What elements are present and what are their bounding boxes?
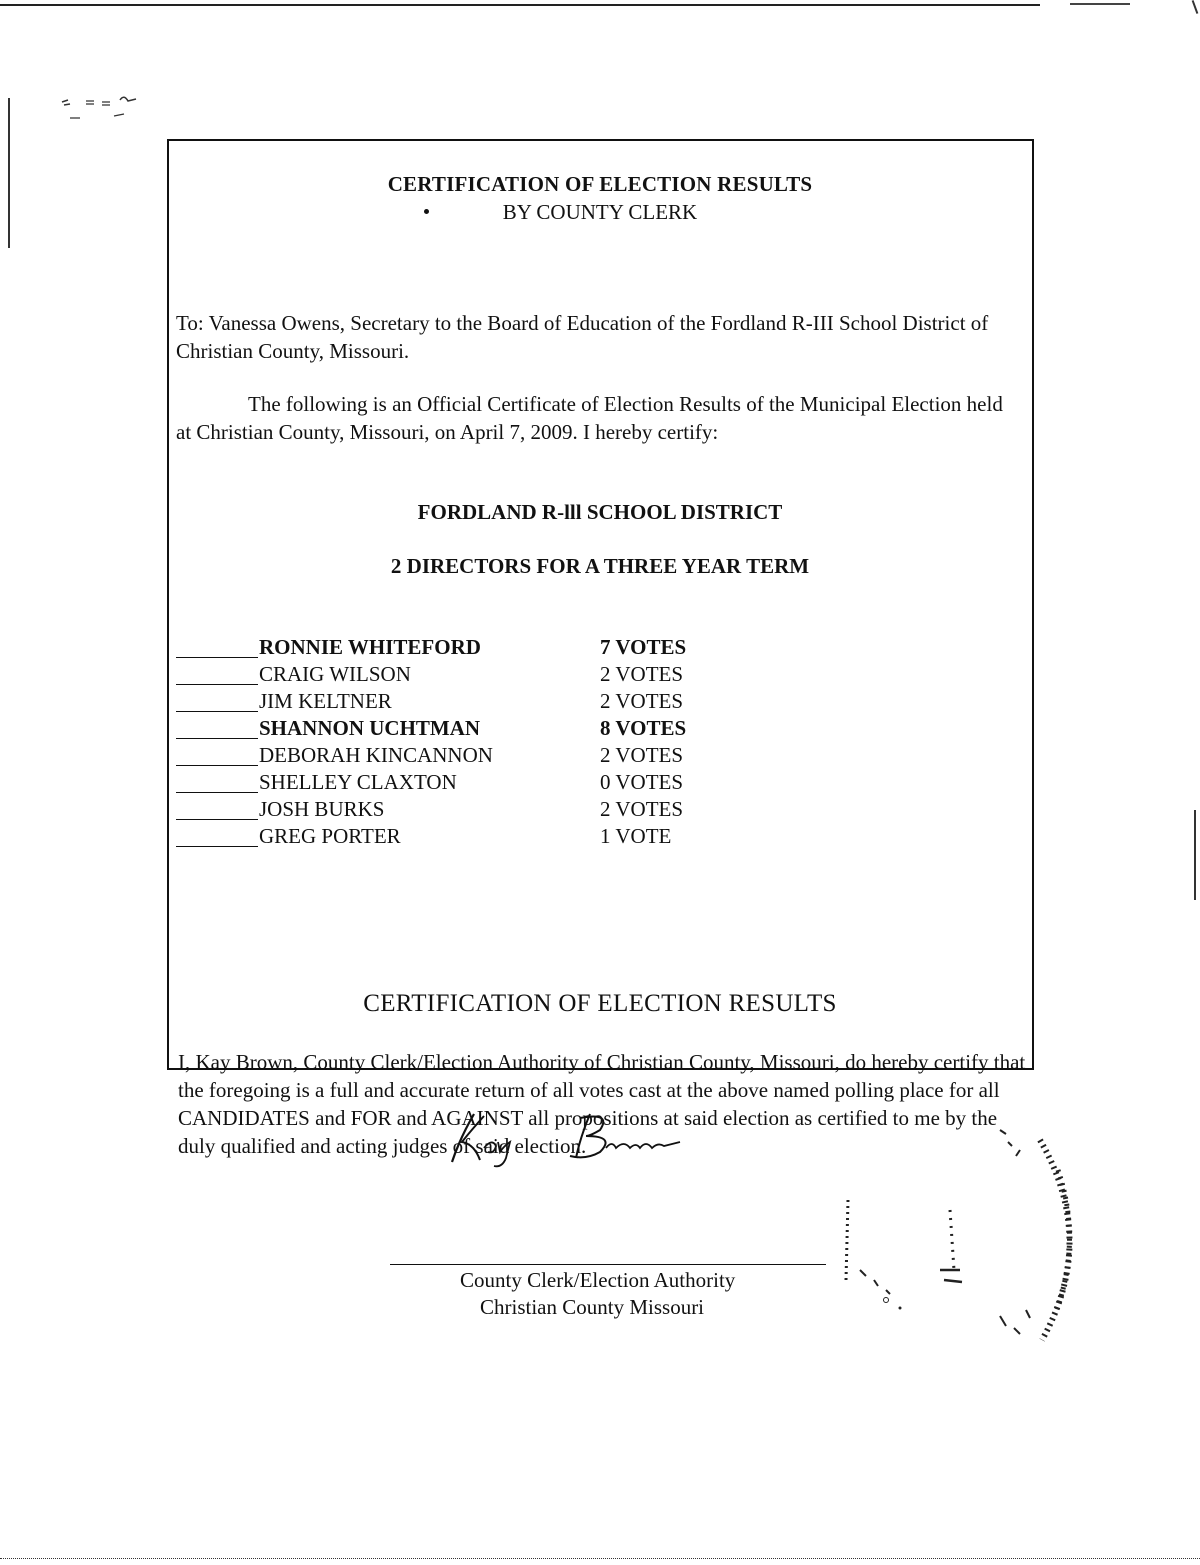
candidate-votes: 2 VOTES: [600, 743, 684, 767]
candidate-votes: 7 VOTES: [600, 635, 687, 659]
candidate-name: RONNIE WHITEFORD: [259, 635, 481, 659]
page-title: CERTIFICATION OF ELECTION RESULTS: [387, 172, 813, 196]
candidate-name: DEBORAH KINCANNON: [259, 743, 493, 767]
candidate-votes: 2 VOTES: [600, 662, 684, 686]
scan-corner-mark: [1192, 0, 1199, 14]
scan-edge-top-right: [1070, 3, 1130, 5]
candidate-votes: 8 VOTES: [600, 716, 687, 740]
candidate-name: CRAIG WILSON: [259, 662, 411, 686]
addressee-paragraph: To: Vanessa Owens, Secretary to the Board of Education of the Fordland R-III School District of Christian County, Missouri.: [176, 311, 989, 363]
handwritten-signature: [440, 1108, 700, 1168]
scan-margin-mark-right: [1194, 810, 1196, 900]
candidate-name: JOSH BURKS: [259, 797, 385, 821]
candidate-votes: 0 VOTES: [600, 770, 684, 794]
check-line: [176, 846, 258, 847]
check-line: [176, 711, 258, 712]
candidate-votes: 2 VOTES: [600, 797, 684, 821]
check-line: [176, 738, 258, 739]
certification-paragraph: I, Kay Brown, County Clerk/Election Authority of Christian County, Missouri, do hereby certify that the foregoing is a full and accurate return of all votes cast at the above named polling place for all CANDIDATES and FOR and AGAINST all propositions at said election as certified to me by the duly qualified and acting judges of said election.: [178, 1050, 1026, 1158]
signature-title: County Clerk/Election Authority: [460, 1268, 736, 1292]
signature-county: Christian County Missouri: [480, 1295, 705, 1319]
office-heading: 2 DIRECTORS FOR A THREE YEAR TERM: [390, 554, 810, 578]
intro-paragraph: [176, 390, 1006, 446]
candidate-votes: 2 VOTES: [600, 689, 684, 713]
intro-text: The following is an Official Certificate of Election Results of the Municipal Election held at Christian County, Missouri, on April 7, 2009. I hereby certify:: [176, 392, 1003, 444]
check-line: [176, 792, 258, 793]
page-subtitle: BY COUNTY CLERK: [502, 200, 698, 224]
check-line: [176, 765, 258, 766]
certificate-border: [167, 139, 1034, 1070]
candidate-name: JIM KELTNER: [259, 689, 392, 713]
candidate-name: SHANNON UCHTMAN: [259, 716, 481, 740]
scan-edge-top: [0, 4, 1040, 6]
district-heading: FORDLAND R-lll SCHOOL DISTRICT: [417, 500, 783, 524]
candidate-name: SHELLEY CLAXTON: [259, 770, 457, 794]
candidate-name: GREG PORTER: [259, 824, 401, 848]
candidate-votes: 1 VOTE: [600, 824, 672, 848]
check-line: [176, 819, 258, 820]
county-seal-stamp: [830, 1120, 1090, 1370]
signature-line: [390, 1264, 826, 1265]
margin-scribble: [58, 92, 148, 126]
check-line: [176, 657, 258, 658]
scan-edge-bottom: [0, 1558, 1200, 1560]
certification-heading: CERTIFICATION OF ELECTION RESULTS: [363, 990, 837, 1017]
check-line: [176, 684, 258, 685]
